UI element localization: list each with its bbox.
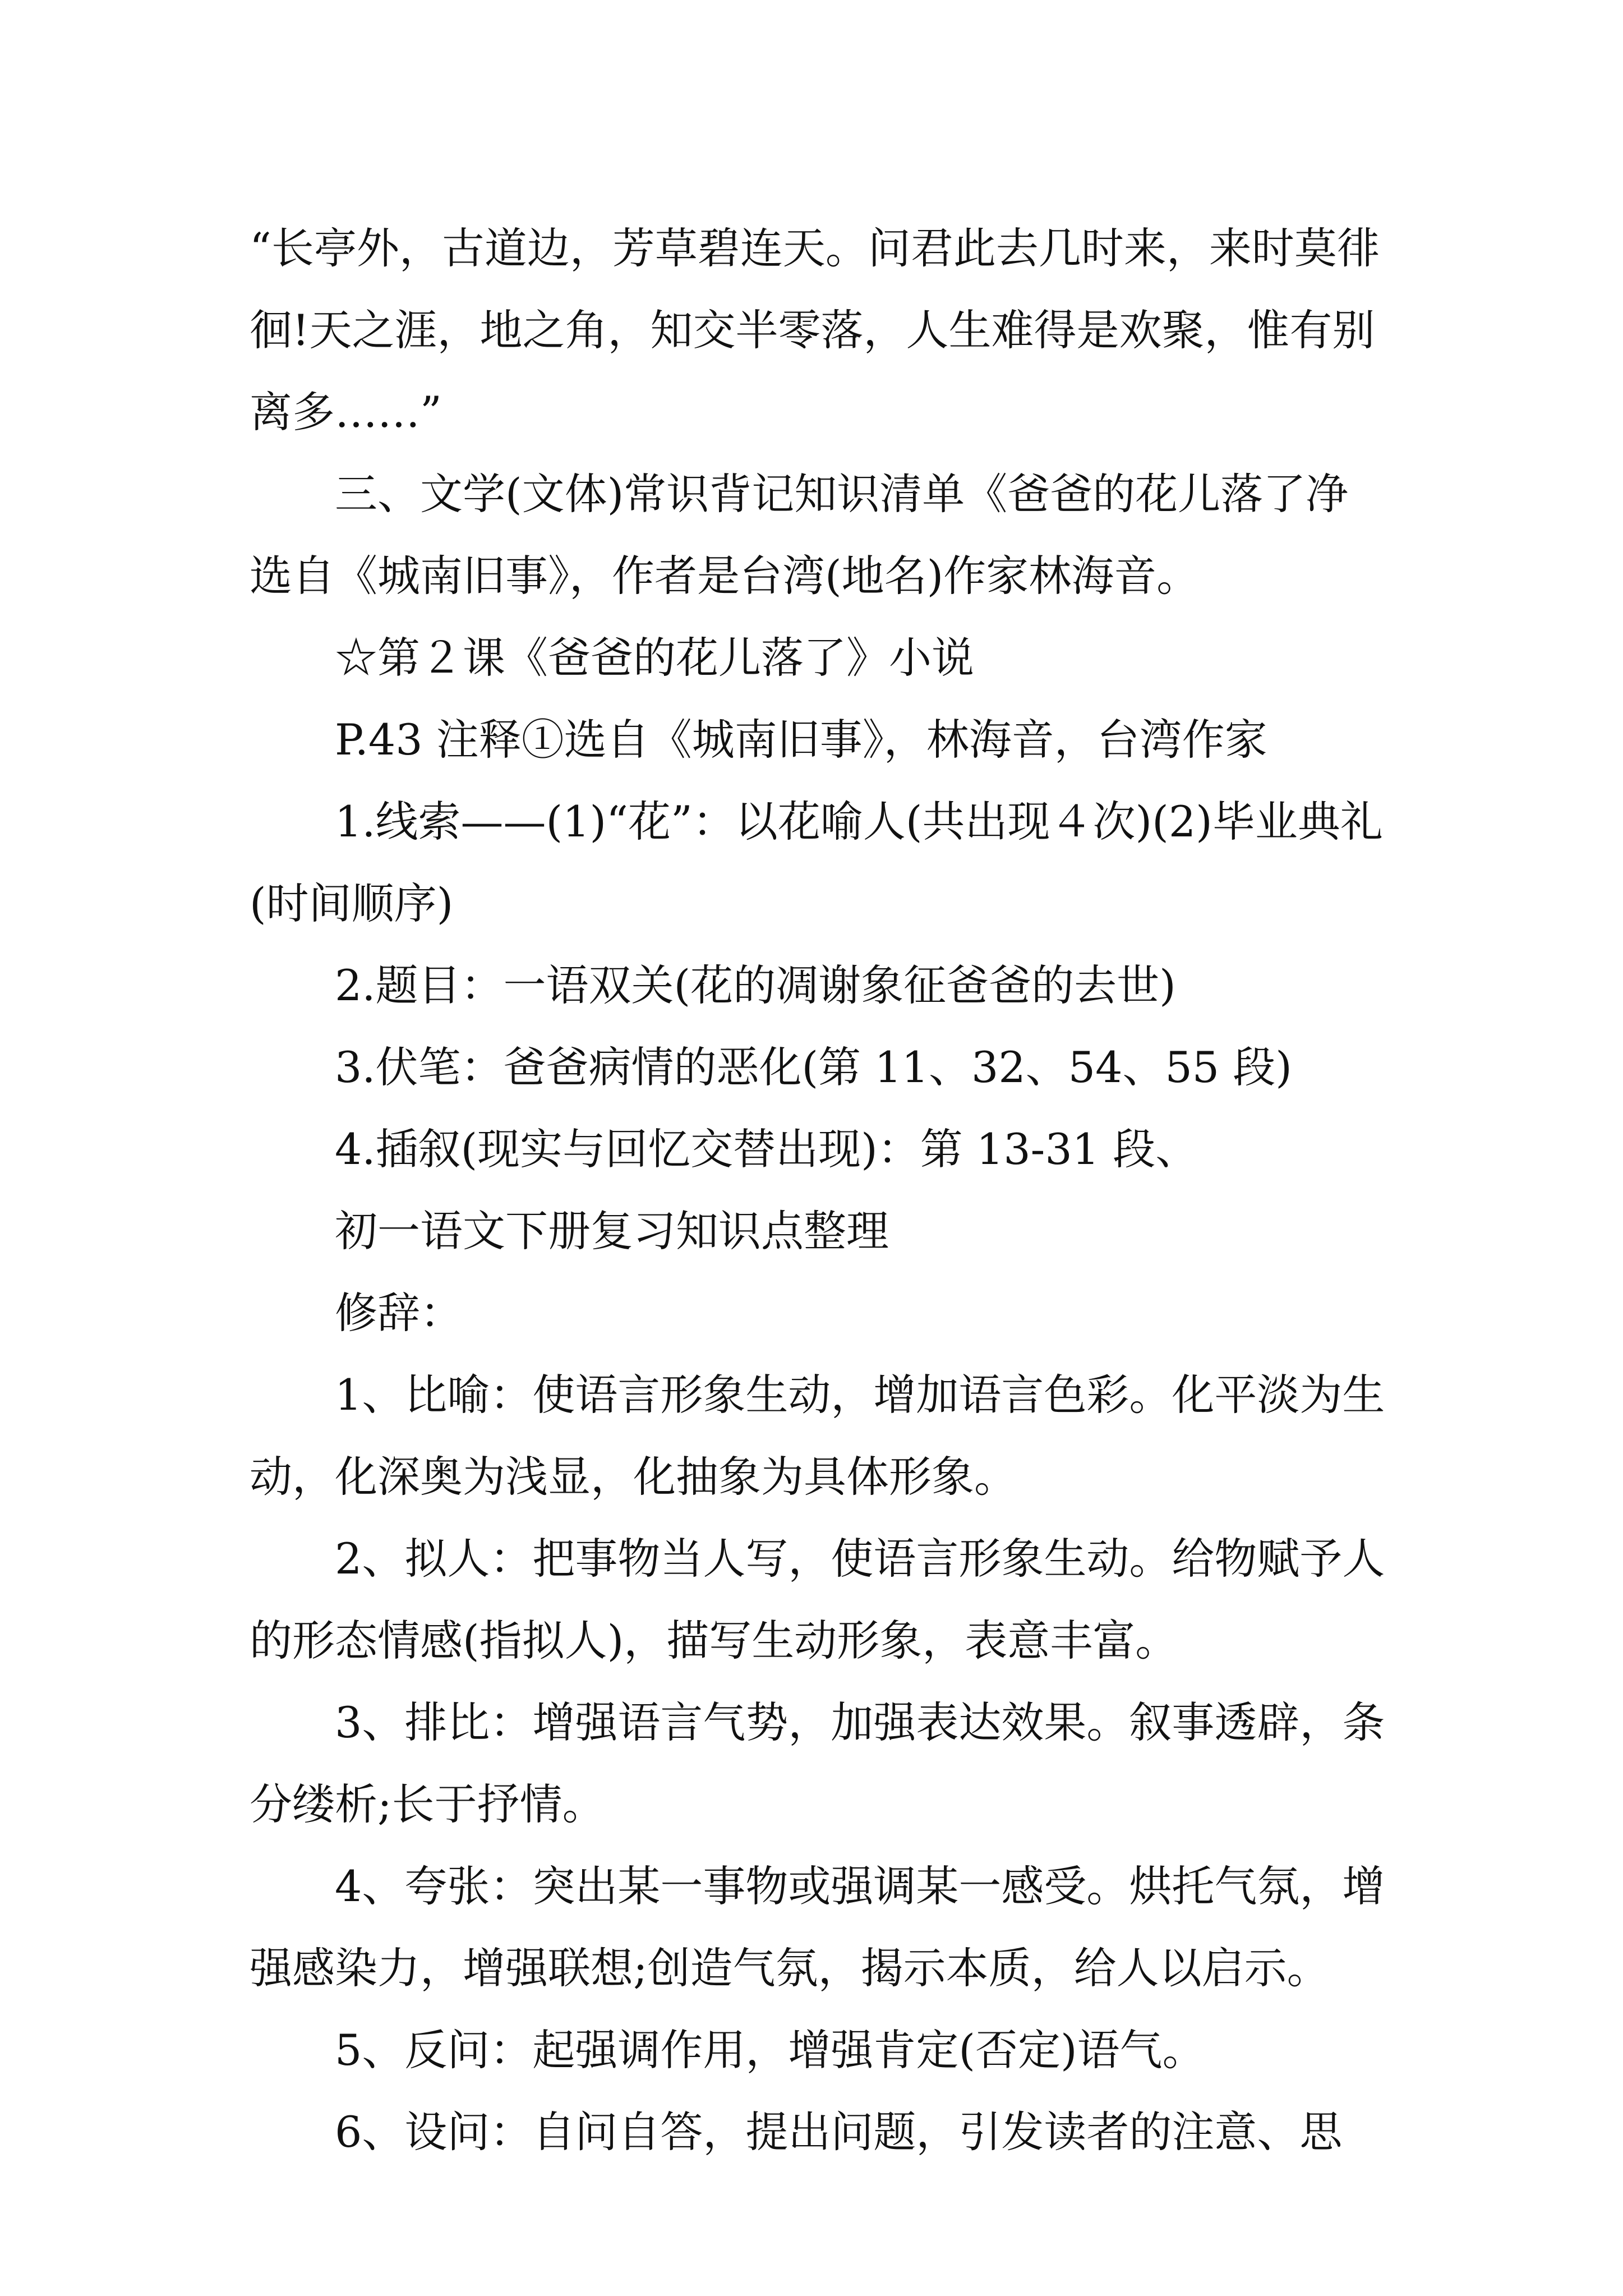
paragraph-rhetoric-heading: 修辞： (335, 1288, 463, 1338)
document-body (250, 208, 1391, 2173)
paragraph-parallelism: 3、排比：增强语言气势，加强表达效果。叙事透辟，条分缕析;长于抒情。 (250, 1697, 1385, 1829)
paragraph-clue: 1.线索——(1)“花”：以花喻人(共出现４次)(2)毕业典礼(时间顺序) (250, 797, 1383, 928)
paragraph-hyperbole: 4、夸张：突出某一事物或强调某一感受。烘托气氛，增强感染力，增强联想;创造气氛，揭示本质，给人以启示。 (250, 1861, 1385, 1993)
paragraph-title-pun: 2.题目：一语双关(花的凋谢象征爸爸的去世) (335, 960, 1176, 1010)
paragraph-personification: 2、拟人：把事物当人写，使语言形象生动。给物赋予人的形态情感(指拟人)，描写生动形象，表意丰富。 (250, 1534, 1385, 1665)
paragraph-self-question: 6、设问：自问自答，提出问题，引发读者的注意、思 (335, 2107, 1343, 2157)
paragraph-song-lyrics: “长亭外，古道边，芳草碧连天。问君此去几时来，来时莫徘徊!天之涯，地之角，知交半零落，人生难得是欢聚，惟有别离多……” (250, 223, 1380, 437)
paragraph-rhetorical-question: 5、反问：起强调作用，增强肯定(否定)语气。 (335, 2025, 1205, 2075)
paragraph-annotation: P.43 注释①选自《城南旧事》，林海音，台湾作家 (335, 715, 1267, 765)
paragraph-metaphor: 1、比喻：使语言形象生动，增加语言色彩。化平淡为生动，化深奥为浅显，化抽象为具体形象。 (250, 1370, 1385, 1502)
paragraph-section-heading: 初一语文下册复习知识点整理 (335, 1206, 889, 1256)
paragraph-lesson-title: ☆第２课《爸爸的花儿落了》小说 (335, 633, 974, 683)
paragraph-flashback: 4.插叙(现实与回忆交替出现)：第 13-31 段、 (335, 1124, 1198, 1174)
paragraph-foreshadowing: 3.伏笔：爸爸病情的恶化(第 11、32、54、55 段) (335, 1042, 1292, 1092)
paragraph-literary-knowledge: 三、文学(文体)常识背记知识清单《爸爸的花儿落了净选自《城南旧事》，作者是台湾(地名)作家林海音。 (250, 469, 1349, 601)
